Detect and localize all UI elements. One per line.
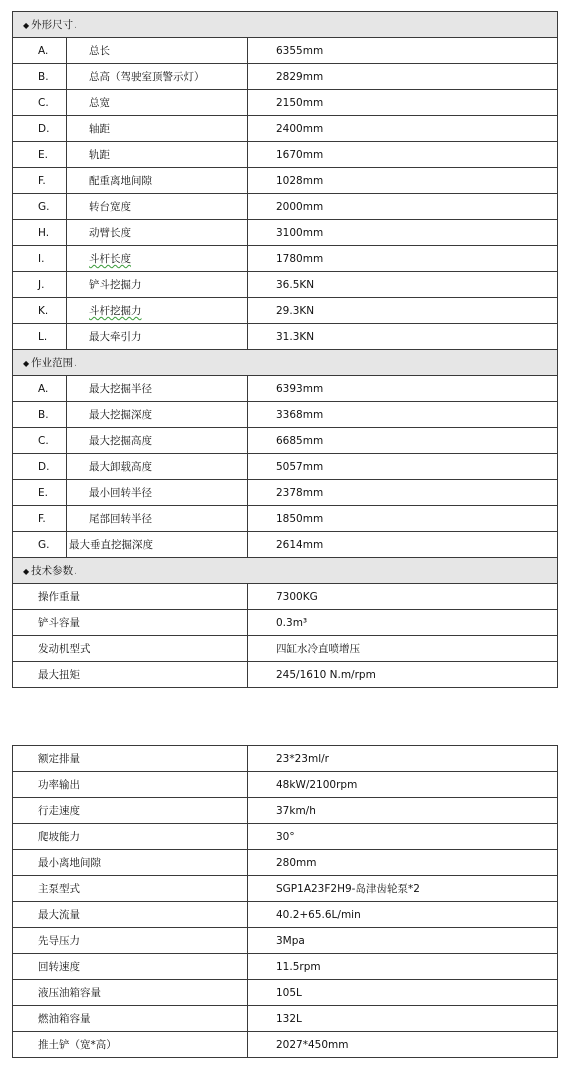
param-value-text: 245/1610 N.m/rpm [276,668,376,681]
row-value: 1850mm [248,506,558,532]
row-name-text: 铲斗挖掘力 [89,279,142,291]
row-letter: K. [13,298,67,324]
row-name [67,454,248,480]
row-value: 5057mm [248,454,558,480]
row-value: 2400mm [248,116,558,142]
row-value: 2000mm [248,194,558,220]
table-row [13,876,558,902]
row-letter: A. [13,38,67,64]
param-name: 爬坡能力 [13,824,248,850]
row-name [67,142,248,168]
row-letter: D. [13,116,67,142]
param-value-text: 3Mpa [276,934,305,947]
param-value-text: 23*23ml/r [276,752,329,765]
row-letter: H. [13,220,67,246]
param-value-text: SGP1A23F2H9-岛津齿轮泵*2 [276,883,420,895]
section-header-tech_params [13,558,558,584]
param-value [248,902,558,928]
row-letter: D. [13,454,67,480]
row-name [67,116,248,142]
table-row [13,798,558,824]
table-row [13,610,558,636]
table-row [13,38,558,64]
param-name: 行走速度 [13,798,248,824]
row-value: 3368mm [248,402,558,428]
row-value: 2150mm [248,90,558,116]
row-value: 29.3KN [248,298,558,324]
spec-table-continued [12,745,558,1058]
row-name-text: 配重离地间隙 [89,175,152,187]
table-row [13,1032,558,1058]
param-value-text: 105L [276,986,302,999]
param-value [248,1006,558,1032]
param-name: 液压油箱容量 [13,980,248,1006]
row-letter: E. [13,480,67,506]
row-letter: G. [13,532,67,558]
table-row [13,272,558,298]
section-header-dimensions [13,12,558,38]
row-letter: L. [13,324,67,350]
row-letter: B. [13,402,67,428]
section-header-working_range [13,350,558,376]
row-name [67,376,248,402]
param-name: 功率输出 [13,772,248,798]
row-name [67,194,248,220]
section-title: 外形尺寸 [31,19,74,31]
row-letter: F. [13,168,67,194]
table-row [13,298,558,324]
row-name [67,428,248,454]
table-row [13,402,558,428]
row-value: 36.5KN [248,272,558,298]
diamond-bullet-icon: ◆ [23,21,30,30]
param-value-text: 132L [276,1012,302,1025]
row-name [67,220,248,246]
row-name-text: 尾部回转半径 [89,513,152,525]
param-value-text: 37km/h [276,804,316,817]
table-row [13,90,558,116]
table-row [13,116,558,142]
section-title: 作业范围 [31,357,74,369]
row-name [67,246,248,272]
table-row [13,246,558,272]
row-value: 2378mm [248,480,558,506]
row-name [67,402,248,428]
param-value-text: 11.5rpm [276,960,321,973]
table-row [13,324,558,350]
row-name-text: 总高（驾驶室顶警示灯） [89,71,205,83]
row-name [67,90,248,116]
param-name: 回转速度 [13,954,248,980]
paragraph-mark-icon: . [74,567,78,577]
param-value [248,876,558,902]
table-row [13,220,558,246]
param-value-text: 280mm [276,856,317,869]
table-row [13,954,558,980]
table-row [13,584,558,610]
row-letter: I. [13,246,67,272]
table-row [13,142,558,168]
table-row [13,480,558,506]
table-row [13,376,558,402]
param-name: 最小离地间隙 [13,850,248,876]
table-row [13,64,558,90]
param-value [248,584,558,610]
row-value: 2614mm [248,532,558,558]
param-name: 推土铲（宽*高） [13,1032,248,1058]
param-value-text: 30° [276,830,295,843]
table-row [13,662,558,688]
row-name-text: 斗杆长度 [89,253,131,265]
param-value [248,798,558,824]
table-row [13,1006,558,1032]
row-name-text: 动臂长度 [89,227,131,239]
row-name-text: 总宽 [89,97,110,109]
paragraph-mark-icon: . [74,21,78,31]
param-value-text: 7300KG [276,590,318,603]
section-title-cell [13,12,558,38]
param-value-text: 40.2+65.6L/min [276,908,361,921]
spec-table-page-2 [12,745,558,1058]
param-value [248,610,558,636]
row-name [67,168,248,194]
section-title-cell [13,350,558,376]
paragraph-mark-icon: . [74,359,78,369]
row-letter: E. [13,142,67,168]
diamond-bullet-icon: ◆ [23,359,30,368]
param-name: 主泵型式 [13,876,248,902]
row-value: 3100mm [248,220,558,246]
row-name-text: 最大挖掘深度 [89,409,152,421]
row-value: 6685mm [248,428,558,454]
row-letter: C. [13,428,67,454]
spec-table [12,11,558,688]
row-name [67,64,248,90]
row-name [67,506,248,532]
table-row [13,980,558,1006]
row-name [67,38,248,64]
param-value [248,662,558,688]
row-name [67,324,248,350]
row-name-text: 总长 [89,45,110,57]
param-value-text: 0.3m³ [276,616,308,629]
row-name-text: 最大牵引力 [89,331,142,343]
row-value: 1780mm [248,246,558,272]
param-value-text: 2027*450mm [276,1038,349,1051]
row-value: 1670mm [248,142,558,168]
param-value [248,928,558,954]
param-name: 铲斗容量 [13,610,248,636]
row-name-text: 转台宽度 [89,201,131,213]
table-row [13,428,558,454]
param-value [248,772,558,798]
table-row [13,532,558,558]
table-row [13,636,558,662]
param-value [248,954,558,980]
section-title: 技术参数 [31,565,74,577]
row-letter: C. [13,90,67,116]
row-name-text: 最小回转半径 [89,487,152,499]
row-letter: F. [13,506,67,532]
table-row [13,506,558,532]
table-row [13,850,558,876]
spec-table-page-1 [12,11,558,688]
row-name-text: 轨距 [89,149,110,161]
row-name-text: 斗杆挖掘力 [89,305,142,317]
row-name [67,298,248,324]
table-row [13,928,558,954]
row-letter: J. [13,272,67,298]
row-name-text: 最大挖掘高度 [89,435,152,447]
param-value-text: 48kW/2100rpm [276,778,358,791]
row-value: 2829mm [248,64,558,90]
param-name: 最大流量 [13,902,248,928]
param-value [248,636,558,662]
row-name-text: 轴距 [89,123,110,135]
row-name [67,480,248,506]
table-row [13,772,558,798]
row-value: 1028mm [248,168,558,194]
row-value: 6355mm [248,38,558,64]
row-value: 31.3KN [248,324,558,350]
param-name: 先导压力 [13,928,248,954]
param-name: 燃油箱容量 [13,1006,248,1032]
row-name-text: 最大垂直挖掘深度 [69,539,153,551]
param-value [248,980,558,1006]
table-row [13,454,558,480]
row-name [67,532,248,558]
param-name: 额定排量 [13,746,248,772]
table-row [13,824,558,850]
param-value-text: 四缸水冷直喷增压 [276,643,360,655]
row-name [67,272,248,298]
row-name-text: 最大挖掘半径 [89,383,152,395]
param-value [248,850,558,876]
table-row [13,902,558,928]
row-name-text: 最大卸载高度 [89,461,152,473]
row-letter: A. [13,376,67,402]
param-value [248,824,558,850]
param-name: 操作重量 [13,584,248,610]
row-letter: G. [13,194,67,220]
param-value [248,746,558,772]
param-value [248,1032,558,1058]
row-letter: B. [13,64,67,90]
row-value: 6393mm [248,376,558,402]
table-row [13,746,558,772]
param-name: 发动机型式 [13,636,248,662]
table-row [13,194,558,220]
section-title-cell [13,558,558,584]
param-name: 最大扭矩 [13,662,248,688]
table-row [13,168,558,194]
diamond-bullet-icon: ◆ [23,567,30,576]
